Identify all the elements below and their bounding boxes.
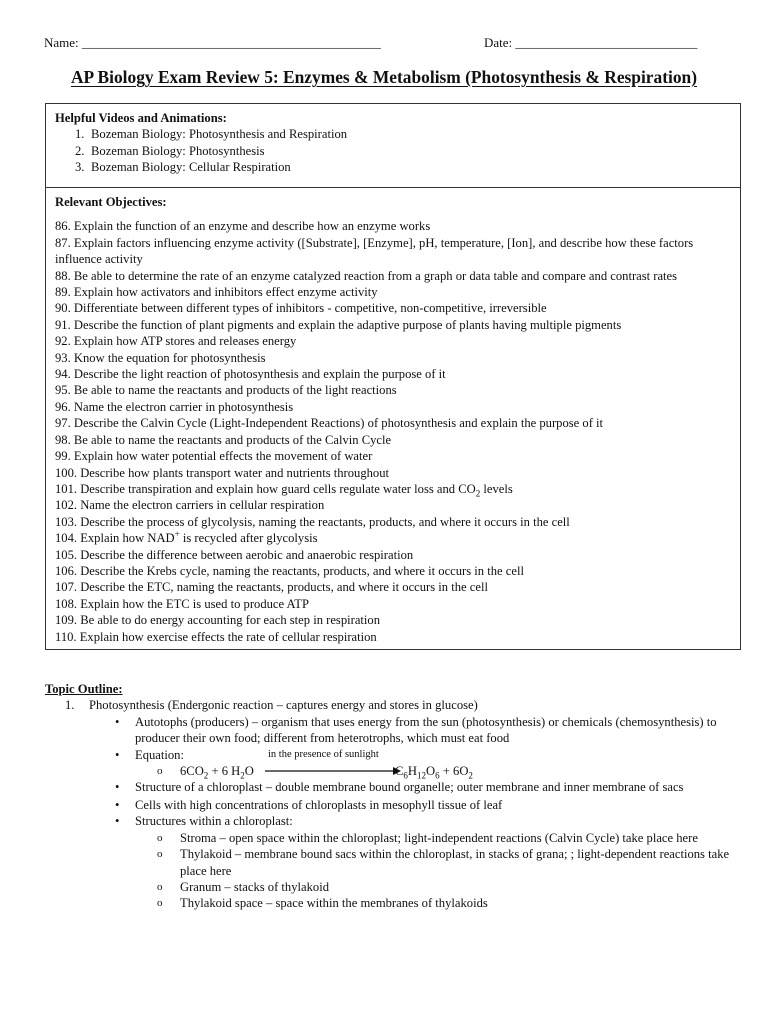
video-item-number: 2. [75, 143, 85, 158]
sub-item-thylakoid [45, 846, 745, 879]
objective-text: levels [480, 481, 513, 496]
sub-item-granum [45, 879, 745, 895]
topic-outline [45, 681, 745, 912]
name-field-label: Name: ______________________________________________ [44, 35, 381, 50]
bullet-text: Equation: [135, 747, 184, 762]
outline-item-text: Photosynthesis (Endergonic reaction – captures energy and stores in glucose) [89, 698, 478, 713]
objective-item: 102. Name the electron carriers in cellular respiration [55, 498, 325, 513]
video-item [55, 159, 731, 175]
outline-item-number: 1. [65, 698, 75, 713]
objective-item: 87. Explain factors influencing enzyme activity ([Substrate], [Enzyme], pH, temperature, [Ion], and describe how these factors influence activity [55, 235, 694, 267]
bullet-chloroplast-structures [45, 813, 745, 829]
objective-item: 100. Describe how plants transport water and nutrients throughout [55, 465, 390, 480]
sub-bullet-glyph: o [157, 848, 163, 861]
subscript: 2 [475, 488, 481, 499]
equation-reactants: $6CO_2 + 6$ $H_2O$ [180, 763, 254, 781]
spacer [55, 210, 731, 218]
objective-text: 101. Describe transpiration and explain how guard cells regulate water loss and CO [55, 481, 476, 496]
bullet-glyph: • [115, 798, 120, 813]
video-item [55, 126, 731, 142]
bullet-text: Structure of a chloroplast – double membrane bound organelle; outer membrane and inner membrane of sacs [135, 779, 684, 794]
info-box [45, 103, 741, 650]
objective-item: 92. Explain how ATP stores and releases energy [55, 334, 297, 349]
outline-heading: Topic Outline: [45, 682, 123, 696]
objective-item-104 [55, 530, 731, 546]
bullet-text: Autotophs (producers) – organism that uses energy from the sun (photosynthesis) or chemicals (chemosynthesis) to producer their own food; different from heterotrophs, which must eat food [135, 714, 717, 746]
bullet-chloroplast-structure [45, 779, 745, 795]
objective-item: 89. Explain how activators and inhibitors effect enzyme activity [55, 285, 378, 300]
page-title [0, 66, 768, 88]
objective-item: 99. Explain how water potential effects the movement of water [55, 449, 373, 464]
objective-item: 94. Describe the light reaction of photosynthesis and explain the purpose of it [55, 367, 446, 382]
sub-item-text: Thylakoid space – space within the membranes of thylakoids [180, 896, 488, 911]
objective-item: 109. Be able to do energy accounting for each step in respiration [55, 613, 381, 628]
equation-condition: in the presence of sunlight [268, 748, 379, 760]
video-item-number: 1. [75, 127, 85, 142]
bullet-autotrophs [45, 714, 745, 747]
sub-item-stroma [45, 830, 745, 846]
objective-item-101 [55, 481, 731, 497]
objective-item: 108. Explain how the ETC is used to produce ATP [55, 596, 309, 611]
bullet-glyph: • [115, 714, 120, 729]
bullet-glyph: • [115, 747, 120, 762]
objective-item: 103. Describe the process of glycolysis, naming the reactants, products, and where it occurs in the cell [55, 514, 570, 529]
videos-list [55, 126, 731, 175]
superscript: + [174, 528, 180, 539]
objectives-section [46, 188, 740, 649]
objective-item: 106. Describe the Krebs cycle, naming the reactants, products, and where it occurs in the cell [55, 563, 524, 578]
video-item-text: Bozeman Biology: Photosynthesis [91, 143, 265, 158]
reaction-arrow-icon [265, 764, 401, 778]
objective-text: is recycled after glycolysis [179, 531, 318, 546]
videos-heading: Helpful Videos and Animations: [55, 111, 227, 125]
objective-item: 95. Be able to name the reactants and products of the light reactions [55, 383, 397, 398]
objective-item: 88. Be able to determine the rate of an enzyme catalyzed reaction from a graph or data table and compare and contrast rates [55, 268, 678, 283]
bullet-text: Cells with high concentrations of chloroplasts in mesophyll tissue of leaf [135, 798, 503, 813]
objective-item: 110. Explain how exercise effects the rate of cellular respiration [55, 629, 377, 644]
objective-item: 96. Name the electron carrier in photosynthesis [55, 399, 294, 414]
sub-bullet-glyph: o [157, 881, 163, 894]
objectives-heading: Relevant Objectives: [55, 195, 167, 209]
sub-bullet-glyph: o [157, 831, 163, 844]
page-title-text: AP Biology Exam Review 5: Enzymes & Metabolism (Photosynthesis & Respiration) [70, 67, 698, 87]
bullet-glyph: • [115, 779, 120, 794]
objective-item: 86. Explain the function of an enzyme and describe how an enzyme works [55, 219, 431, 234]
sub-item-text: Stroma – open space within the chloroplast; light-independent reactions (Calvin Cycle) take place here [180, 830, 698, 845]
objective-item: 97. Describe the Calvin Cycle (Light-Independent Reactions) of photosynthesis and explain the purpose of it [55, 416, 604, 431]
header [44, 35, 724, 53]
objective-item: 91. Describe the function of plant pigments and explain the adaptive purpose of plants having multiple pigments [55, 317, 622, 332]
sub-item-thylakoid-space [45, 895, 745, 911]
photosynthesis-equation [45, 747, 745, 779]
date-field-label: Date: ____________________________ [484, 35, 698, 50]
sub-item-text: Thylakoid – membrane bound sacs within the chloroplast, in stacks of grana; ; light-dependent reactions take place here [180, 847, 730, 878]
sub-bullet-glyph: o [157, 897, 163, 910]
bullet-mesophyll-cells [45, 797, 745, 813]
video-item-text: Bozeman Biology: Cellular Respiration [91, 160, 291, 175]
objective-item: 93. Know the equation for photosynthesis [55, 350, 266, 365]
objective-text: 104. Explain how NAD [55, 531, 175, 546]
sub-item-text: Granum – stacks of thylakoid [180, 880, 329, 895]
objective-item: 90. Differentiate between different types of inhibitors - competitive, non-competitive, irreversible [55, 301, 547, 316]
video-item-text: Bozeman Biology: Photosynthesis and Respiration [91, 127, 348, 142]
objective-item: 98. Be able to name the reactants and products of the Calvin Cycle [55, 432, 392, 447]
video-item [55, 143, 731, 159]
video-item-number: 3. [75, 160, 85, 175]
bullet-text: Structures within a chloroplast: [135, 814, 293, 829]
equation-products: $C_6H_{12}O_6 + 6O_2$ [395, 763, 473, 781]
objective-item: 105. Describe the difference between aerobic and anaerobic respiration [55, 547, 414, 562]
outline-item-photosynthesis [45, 697, 745, 713]
objective-item: 107. Describe the ETC, naming the reactants, products, and where it occurs in the cell [55, 580, 488, 595]
videos-section [46, 104, 740, 188]
sub-bullet-glyph: o [157, 764, 163, 777]
bullet-glyph: • [115, 814, 120, 829]
